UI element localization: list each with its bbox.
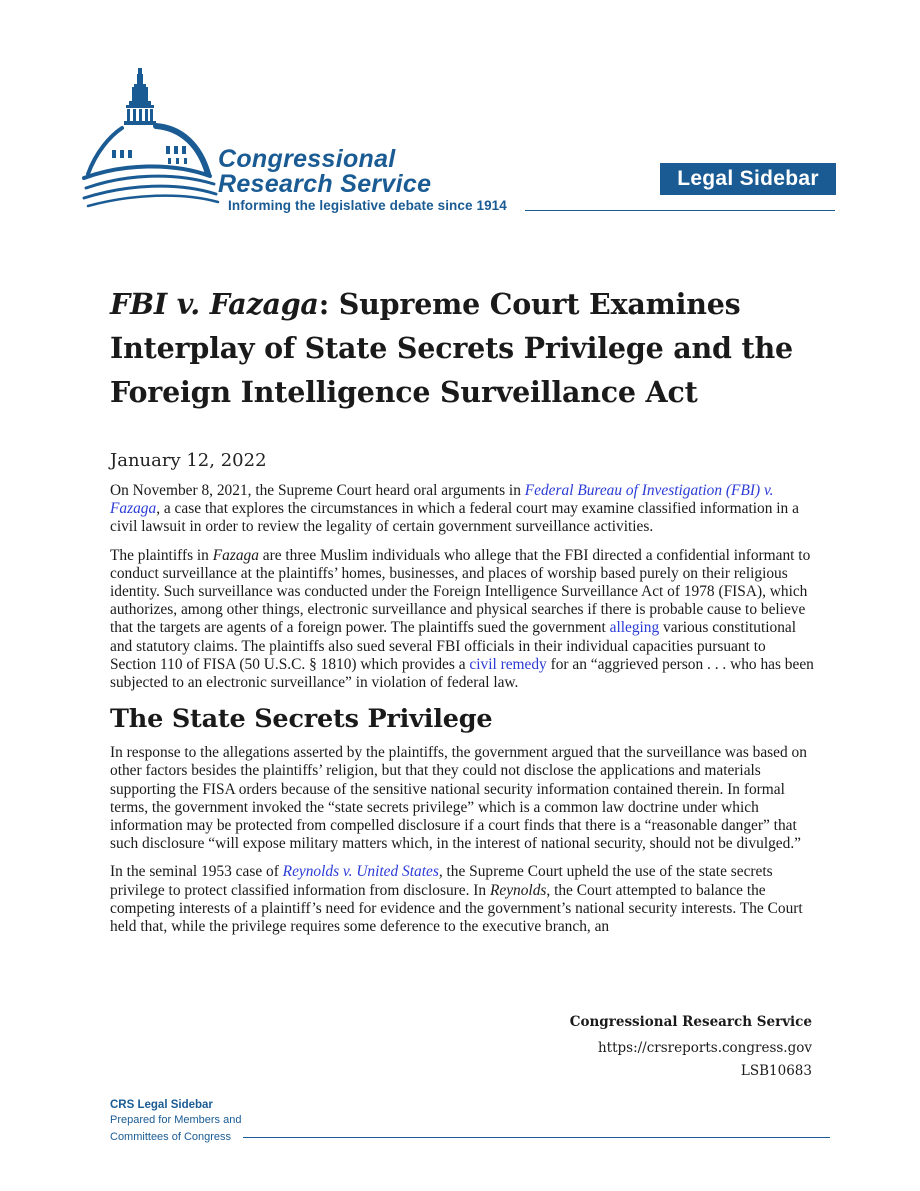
footer-url[interactable]: https://crsreports.congress.gov [597,1040,812,1056]
text: for an “aggrieved person . . . who has been subjected to an electronic surveillance” in violation of federal law. [110,655,814,692]
bottom-prepared-line1: Prepared for Members and [110,1114,242,1126]
case-name: Reynolds [489,881,547,899]
text: various constitutional and statutory claims. The plaintiffs also sued several FBI officials in their individual capacities pursuant to Section 110 of FISA (50 U.S.C. § 1810) which provides a [110,619,796,673]
text: In the seminal 1953 case of [110,863,283,881]
paragraph-3: In response to the allegations asserted by the plaintiffs, the government argued that the surveillance was based on other factors besides the plaintiffs’ religion, but that they could not disclose the applications and materials supporting the FISA orders because of the sensitive national security information contained therein. In formal terms, the government invoked the “state secrets privilege” which is a common law doctrine under which information may be protected from compelled disclosure if a court finds that there is a “reasonable danger” that such disclosure “will expose military matters which, in the interest of national security, should not be divulged.” [110,744,807,853]
bottom-prepared-line2: Committees of Congress [110,1131,232,1143]
link-civil-remedy[interactable]: civil remedy [469,655,547,673]
article-body [110,482,814,946]
org-name-line1: Congressional [218,145,396,173]
text: , the Supreme Court upheld the use of the state secrets privilege to protect classified information from disclosure. In [110,863,773,899]
org-tagline: Informing the legislative debate since 1914 [228,198,507,213]
page-title [110,282,830,414]
case-name: Fazaga [212,546,259,564]
text: The plaintiffs in [110,546,213,564]
link-alleging[interactable]: alleging [609,619,660,637]
paragraph-2 [110,547,814,693]
paragraph-1 [110,482,814,537]
text: On November 8, 2021, the Supreme Court heard oral arguments in [110,482,525,499]
footer-org-name: Congressional Research Service [569,1014,812,1030]
text: are three Muslim individuals who allege that the FBI directed a confidential informant to conduct surveillance at the plaintiffs’ homes, businesses, and places of worship based purely on their religious identity. Such surveillance was conducted under the Foreign Intelligence Surveillance Act of 1978 (FISA), which authorizes, among other things, electronic surveillance and physical searches if there is probable cause to believe that the targets are agents of a foreign power. The plaintiffs sued the government [110,546,811,637]
publication-date: January 12, 2022 [110,450,267,471]
link-text: Federal Bureau of Investigation (FBI) v. Fazaga [110,482,774,518]
org-name-line2: Research Service [218,170,432,198]
title-rest: : Supreme Court Examines Interplay of State Secrets Privilege and the Foreign Intelligence Surveillance Act [110,287,793,409]
footer-divider [243,1137,830,1138]
text: , a case that explores the circumstances in which a federal court may examine classified information in a civil lawsuit in order to review the legality of certain government surveillance activities. [110,500,799,536]
footer-report-id: LSB10683 [740,1063,812,1079]
paragraph-4 [110,863,814,936]
title-case-name: FBI v. Fazaga [110,287,319,321]
legal-sidebar-badge: Legal Sidebar [660,163,836,195]
bottom-sidebar-label: CRS Legal Sidebar [110,1099,213,1111]
link-text: Reynolds v. United States [282,863,439,881]
link-reynolds[interactable] [283,863,439,880]
header-divider [525,210,835,211]
text: , the Court attempted to balance the competing interests of a plaintiff’s need for evidence and the government’s national security interests. The Court held that, while the privilege requires some deference to the executive branch, an [110,881,803,936]
section-heading-state-secrets: The State Secrets Privilege [110,704,493,735]
